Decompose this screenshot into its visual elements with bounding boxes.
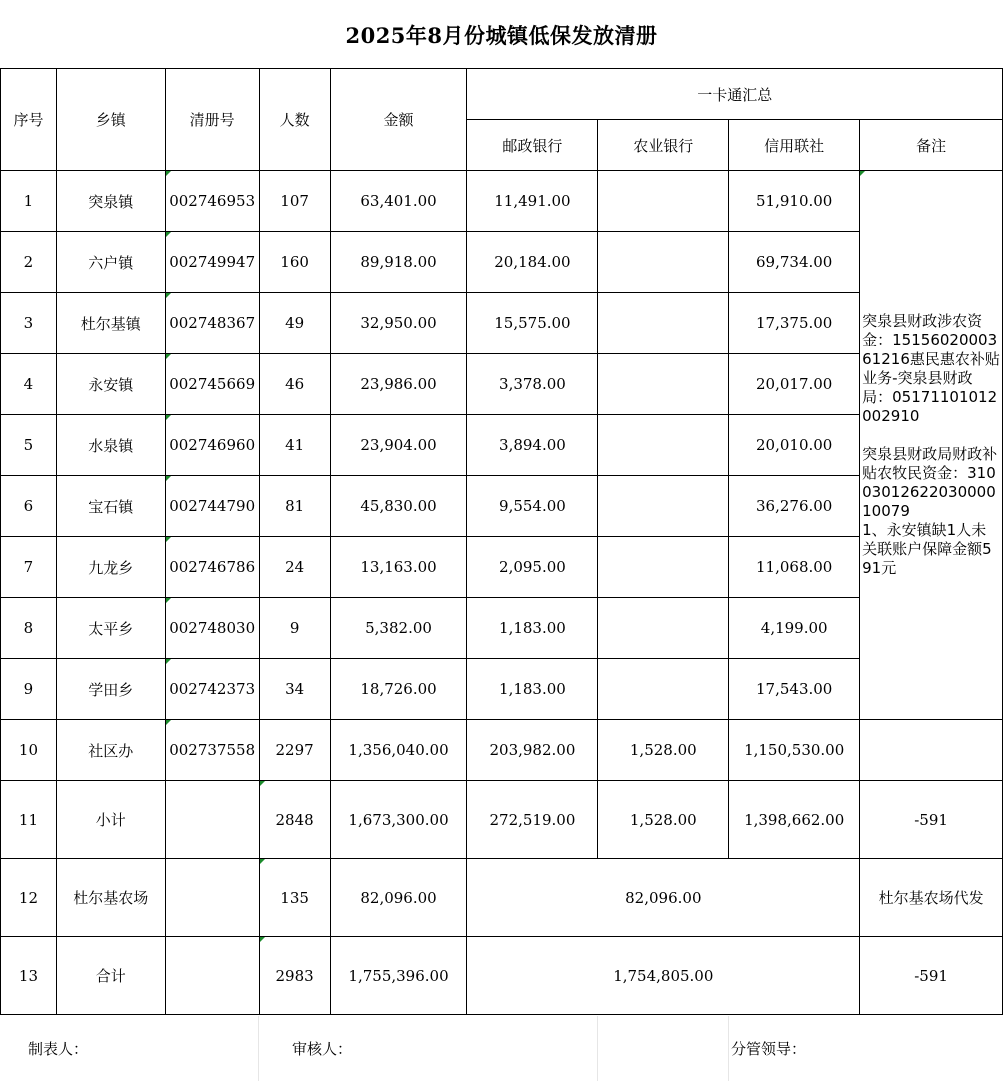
total-row [1, 937, 1003, 1015]
farm-amount: 82,096.00 [330, 859, 467, 937]
total-remark: -591 [860, 937, 1003, 1015]
row-town: 学田乡 [56, 659, 165, 720]
table-row [1, 354, 1003, 415]
row-people: 24 [259, 537, 330, 598]
farm-label: 杜尔基农场 [56, 859, 165, 937]
row-roll-no: 002746786 [165, 537, 259, 598]
subtotal-agri: 1,528.00 [598, 781, 729, 859]
row-roll-no: 002749947 [165, 232, 259, 293]
row-amount: 13,163.00 [330, 537, 467, 598]
farm-seq: 12 [1, 859, 57, 937]
row-town: 社区办 [56, 720, 165, 781]
row-agri [598, 537, 729, 598]
row-postal: 9,554.00 [467, 476, 598, 537]
subtotal-postal: 272,519.00 [467, 781, 598, 859]
row-people: 46 [259, 354, 330, 415]
row-agri [598, 171, 729, 232]
row-credit: 51,910.00 [729, 171, 860, 232]
row-credit: 20,017.00 [729, 354, 860, 415]
subtotal-row [1, 781, 1003, 859]
row-seq: 5 [1, 415, 57, 476]
header-remarks: 备注 [860, 120, 1003, 171]
total-seq: 13 [1, 937, 57, 1015]
row-amount: 63,401.00 [330, 171, 467, 232]
row-postal: 2,095.00 [467, 537, 598, 598]
row-roll-no: 002745669 [165, 354, 259, 415]
row-roll-no: 002744790 [165, 476, 259, 537]
row-town: 突泉镇 [56, 171, 165, 232]
header-seq: 序号 [1, 69, 57, 171]
row-town: 杜尔基镇 [56, 293, 165, 354]
row-postal: 20,184.00 [467, 232, 598, 293]
row-town: 九龙乡 [56, 537, 165, 598]
remark-note: 突泉县财政涉农资金：1515602000361216惠民惠农补贴业务-突泉县财政局：05171101012002910 突泉县财政局财政补贴农牧民资金：3100301262203000010079 1、永安镇缺1人未关联账户保障金额591元 [860, 171, 1003, 720]
row-people: 34 [259, 659, 330, 720]
row-agri [598, 293, 729, 354]
farm-people: 135 [259, 859, 330, 937]
row-people: 49 [259, 293, 330, 354]
header-postal-bank: 邮政银行 [467, 120, 598, 171]
farm-card: 82,096.00 [467, 859, 860, 937]
footer-maker: 制表人： [28, 1040, 89, 1058]
row-town: 六户镇 [56, 232, 165, 293]
row-amount: 45,830.00 [330, 476, 467, 537]
footer-leader: 分管领导： [731, 1040, 807, 1058]
total-roll-no [165, 937, 259, 1015]
row-credit: 17,543.00 [729, 659, 860, 720]
header-town: 乡镇 [56, 69, 165, 171]
row-remark [860, 720, 1003, 781]
row-agri [598, 476, 729, 537]
header-roll-no: 清册号 [165, 69, 259, 171]
subtotal-label: 小计 [56, 781, 165, 859]
row-people: 9 [259, 598, 330, 659]
row-roll-no: 002748367 [165, 293, 259, 354]
subtotal-amount: 1,673,300.00 [330, 781, 467, 859]
table-row [1, 415, 1003, 476]
row-credit: 4,199.00 [729, 598, 860, 659]
farm-row [1, 859, 1003, 937]
row-people: 2297 [259, 720, 330, 781]
row-seq: 4 [1, 354, 57, 415]
row-postal: 11,491.00 [467, 171, 598, 232]
row-people: 107 [259, 171, 330, 232]
row-postal: 1,183.00 [467, 659, 598, 720]
row-credit: 17,375.00 [729, 293, 860, 354]
row-amount: 18,726.00 [330, 659, 467, 720]
header-agri-bank: 农业银行 [598, 120, 729, 171]
row-agri: 1,528.00 [598, 720, 729, 781]
header-amount: 金额 [330, 69, 467, 171]
signature-footer [0, 1016, 1003, 1081]
table-row [1, 476, 1003, 537]
header-card-summary: 一卡通汇总 [467, 69, 1003, 120]
row-seq: 9 [1, 659, 57, 720]
row-roll-no: 002748030 [165, 598, 259, 659]
row-postal: 15,575.00 [467, 293, 598, 354]
subtotal-credit: 1,398,662.00 [729, 781, 860, 859]
subtotal-seq: 11 [1, 781, 57, 859]
row-roll-no: 002742373 [165, 659, 259, 720]
table-row [1, 598, 1003, 659]
row-people: 160 [259, 232, 330, 293]
row-seq: 8 [1, 598, 57, 659]
subtotal-people: 2848 [259, 781, 330, 859]
row-seq: 7 [1, 537, 57, 598]
footer-gridline [258, 1016, 259, 1081]
row-amount: 32,950.00 [330, 293, 467, 354]
row-amount: 5,382.00 [330, 598, 467, 659]
row-roll-no: 002746960 [165, 415, 259, 476]
row-seq: 10 [1, 720, 57, 781]
row-amount: 89,918.00 [330, 232, 467, 293]
row-postal: 3,894.00 [467, 415, 598, 476]
farm-roll-no [165, 859, 259, 937]
row-agri [598, 659, 729, 720]
total-amount: 1,755,396.00 [330, 937, 467, 1015]
row-amount: 23,986.00 [330, 354, 467, 415]
total-people: 2983 [259, 937, 330, 1015]
row-agri [598, 415, 729, 476]
farm-remark: 杜尔基农场代发 [860, 859, 1003, 937]
header-credit-union: 信用联社 [729, 120, 860, 171]
roll-table [0, 68, 1003, 1015]
table-row [1, 171, 1003, 232]
table-row [1, 293, 1003, 354]
footer-reviewer: 审核人： [292, 1040, 353, 1058]
footer-gridline [728, 1016, 729, 1081]
row-roll-no: 002746953 [165, 171, 259, 232]
row-agri [598, 232, 729, 293]
row-credit: 1,150,530.00 [729, 720, 860, 781]
row-credit: 69,734.00 [729, 232, 860, 293]
row-postal: 1,183.00 [467, 598, 598, 659]
total-card: 1,754,805.00 [467, 937, 860, 1015]
table-row [1, 659, 1003, 720]
total-label: 合计 [56, 937, 165, 1015]
row-people: 81 [259, 476, 330, 537]
row-seq: 6 [1, 476, 57, 537]
row-town: 宝石镇 [56, 476, 165, 537]
row-town: 永安镇 [56, 354, 165, 415]
row-credit: 36,276.00 [729, 476, 860, 537]
table-row [1, 720, 1003, 781]
footer-gridline [597, 1016, 598, 1081]
subtotal-remark: -591 [860, 781, 1003, 859]
row-seq: 3 [1, 293, 57, 354]
row-roll-no: 002737558 [165, 720, 259, 781]
row-credit: 20,010.00 [729, 415, 860, 476]
header-people: 人数 [259, 69, 330, 171]
page-title: 2025年8月份城镇低保发放清册 [345, 23, 658, 48]
subtotal-roll-no [165, 781, 259, 859]
row-seq: 1 [1, 171, 57, 232]
row-agri [598, 354, 729, 415]
row-postal: 203,982.00 [467, 720, 598, 781]
row-town: 太平乡 [56, 598, 165, 659]
row-people: 41 [259, 415, 330, 476]
row-seq: 2 [1, 232, 57, 293]
row-amount: 1,356,040.00 [330, 720, 467, 781]
row-town: 水泉镇 [56, 415, 165, 476]
row-agri [598, 598, 729, 659]
row-postal: 3,378.00 [467, 354, 598, 415]
row-credit: 11,068.00 [729, 537, 860, 598]
row-amount: 23,904.00 [330, 415, 467, 476]
table-row [1, 537, 1003, 598]
table-row [1, 232, 1003, 293]
